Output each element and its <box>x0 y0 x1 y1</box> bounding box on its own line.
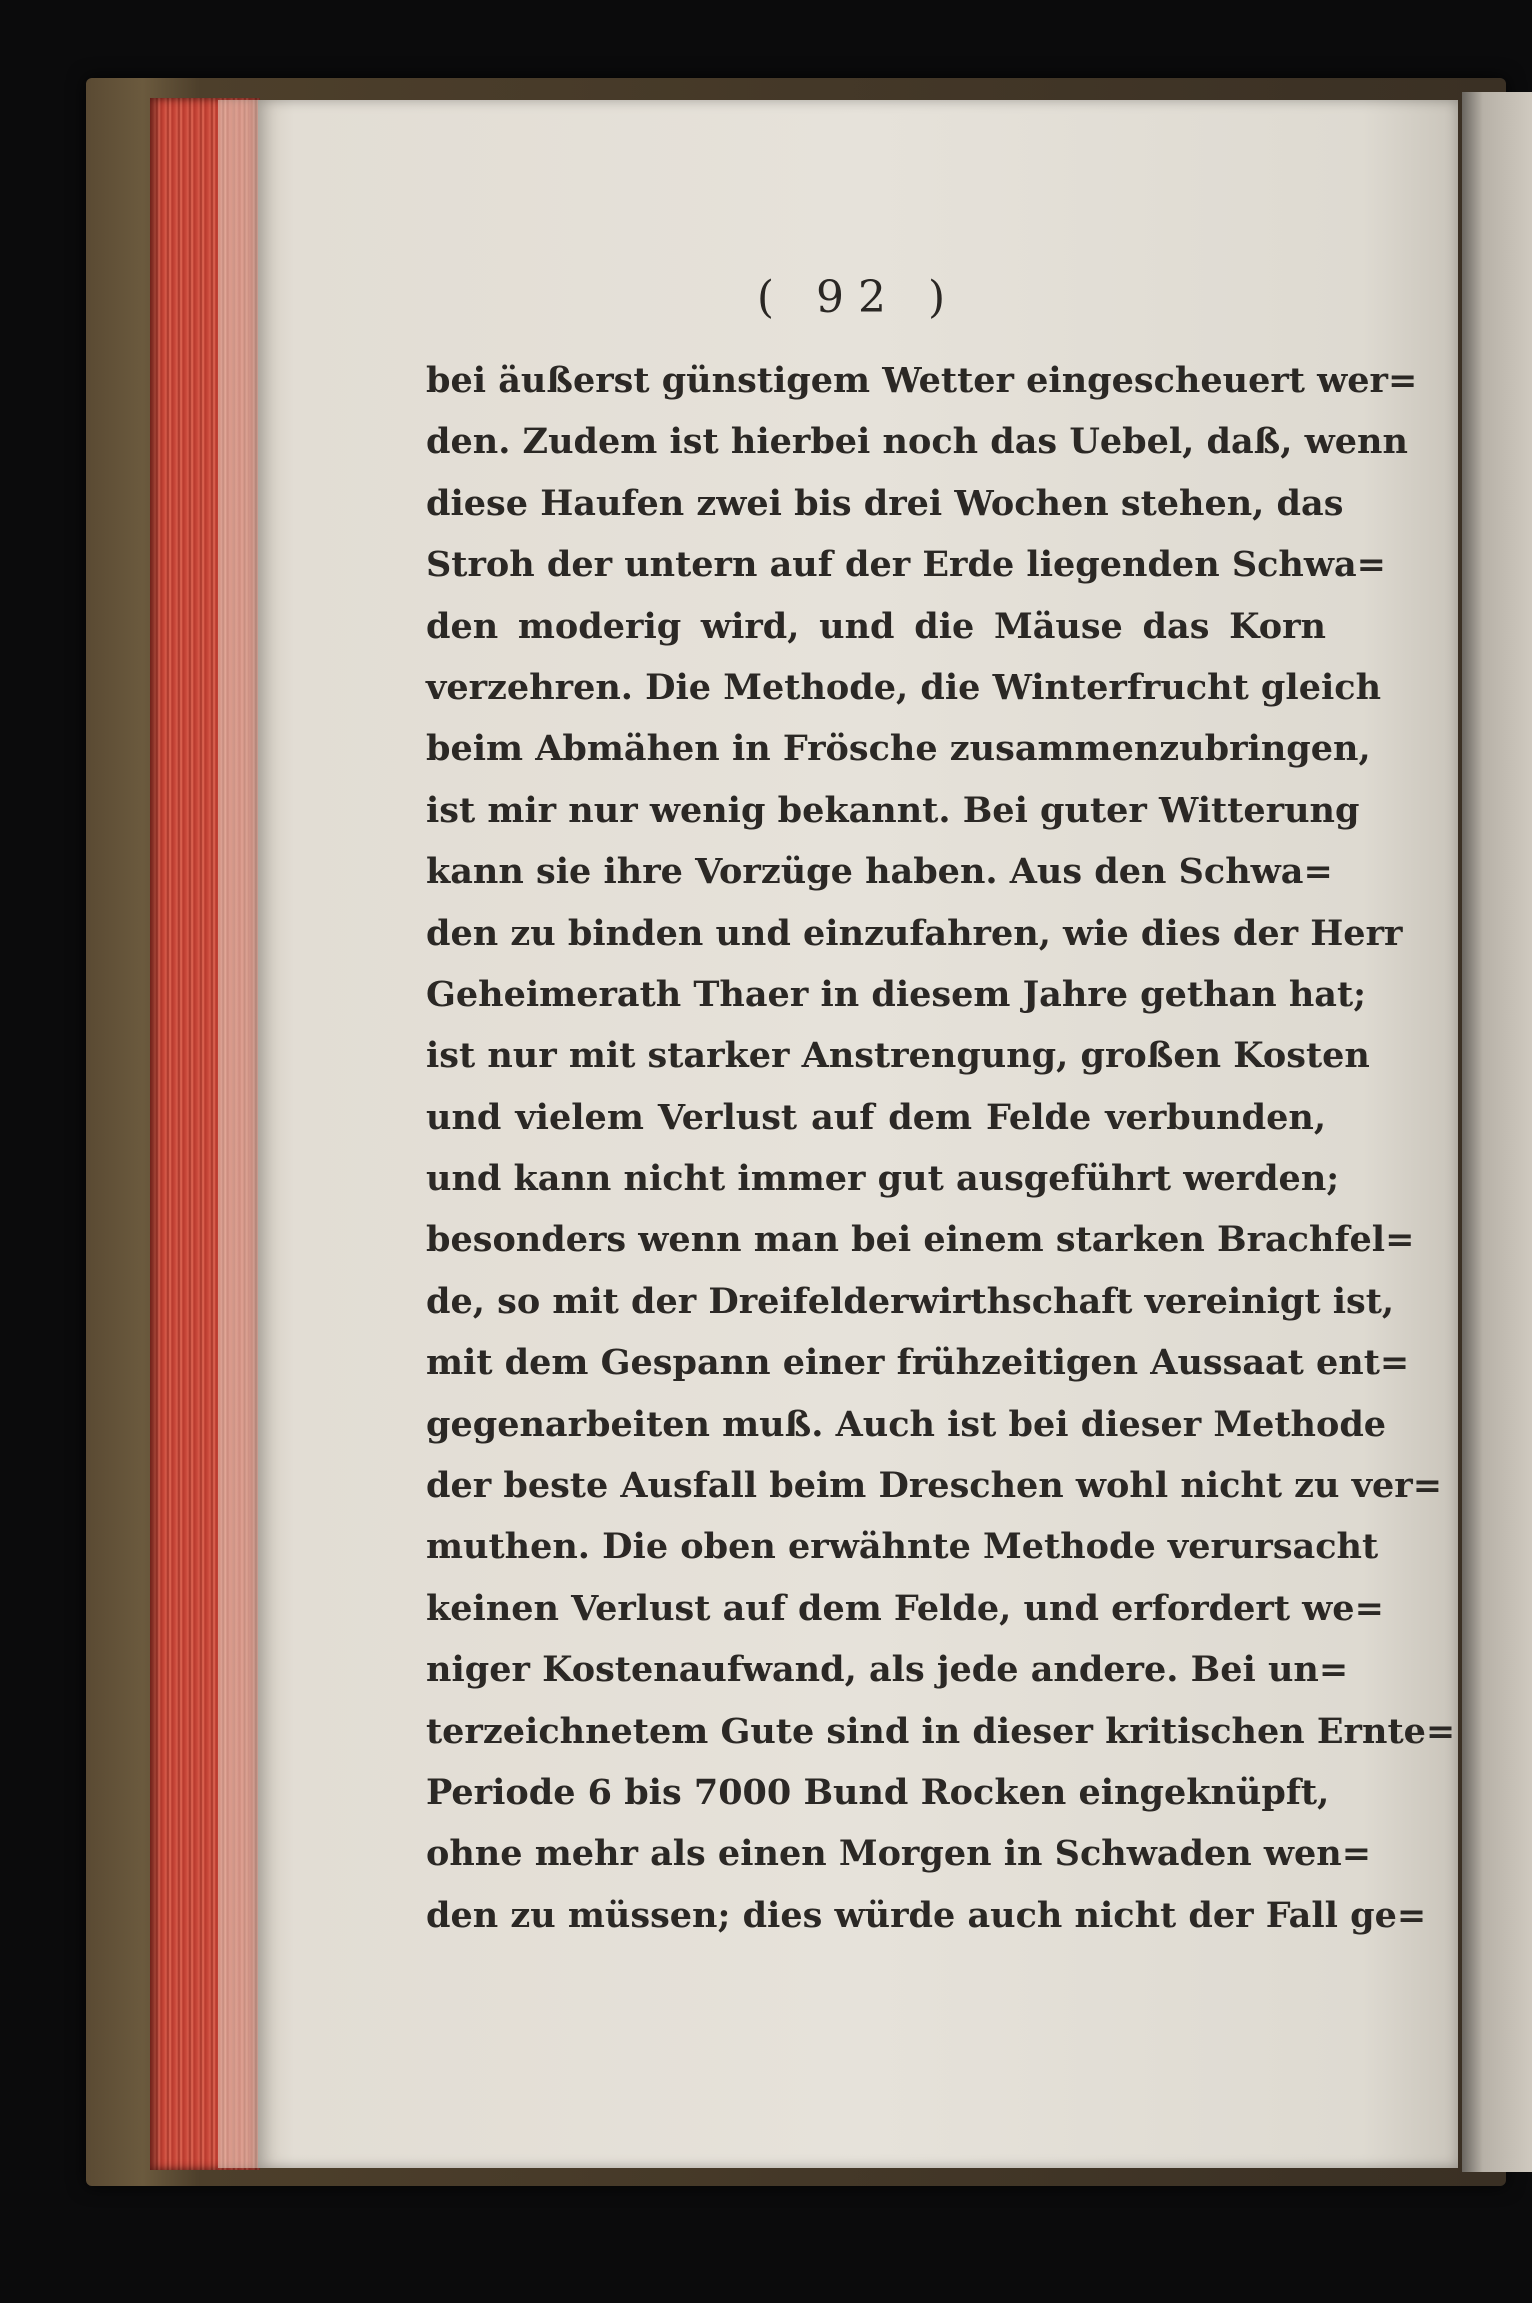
text-line: bei äußerst günstigem Wetter eingescheuert wer= <box>426 360 1418 401</box>
text-line: den zu binden und einzufahren, wie dies der Herr <box>426 912 1403 954</box>
text-line: und kann nicht immer gut ausgeführt werden; <box>426 1158 1340 1200</box>
text-line: Periode 6 bis 7000 Bund Rocken eingeknüpft, <box>426 1771 1330 1813</box>
text-line: Stroh der untern auf der Erde liegenden Schwa= <box>426 544 1386 586</box>
text-line: ist mir nur wenig bekannt. Bei guter Witterung <box>426 789 1360 831</box>
text-line: den. Zudem ist hierbei noch das Uebel, daß, wenn <box>426 421 1408 463</box>
text-line: den zu müssen; dies würde auch nicht der Fall ge= <box>426 1894 1427 1936</box>
text-line: diese Haufen zwei bis drei Wochen stehen, das <box>426 482 1344 524</box>
text-line: den moderig wird, und die Mäuse das Korn <box>426 605 1326 647</box>
text-line: niger Kostenaufwand, als jede andere. Bei un= <box>426 1649 1349 1691</box>
text-line: gegenarbeiten muß. Auch ist bei dieser Methode <box>426 1403 1387 1445</box>
text-line: besonders wenn man bei einem starken Brachfel= <box>426 1219 1415 1261</box>
text-line: ohne mehr als einen Morgen in Schwaden wen= <box>426 1833 1372 1875</box>
text-line: mit dem Gespann einer frühzeitigen Aussaat ent= <box>426 1342 1410 1384</box>
text-line: muthen. Die oben erwähnte Methode verursacht <box>426 1526 1379 1568</box>
text-line: keinen Verlust auf dem Felde, und erfordert we= <box>426 1587 1384 1629</box>
text-line: ist nur mit starker Anstrengung, großen Kosten <box>426 1035 1370 1077</box>
text-line: Geheimerath Thaer in diesem Jahre gethan hat; <box>426 973 1367 1015</box>
text-line: kann sie ihre Vorzüge haben. Aus den Schwa= <box>426 851 1333 893</box>
text-line: beim Abmähen in Frösche zusammenzubringen, <box>426 728 1371 770</box>
text-block <box>426 350 1456 1946</box>
text-line: der beste Ausfall beim Dreschen wohl nicht zu ver= <box>426 1465 1443 1507</box>
text-line: terzeichnetem Gute sind in dieser kritischen Ernte= <box>426 1710 1456 1752</box>
text-line: verzehren. Die Methode, die Winterfrucht gleich <box>426 666 1382 708</box>
book-page <box>258 100 1458 2168</box>
page-number: ( 92 ) <box>756 272 960 323</box>
page-edges-inner <box>218 100 260 2168</box>
text-line: und vielem Verlust auf dem Felde verbunden, <box>426 1096 1326 1138</box>
facing-page <box>1462 92 1532 2172</box>
text-line: de, so mit der Dreifelderwirthschaft vereinigt ist, <box>426 1280 1395 1322</box>
